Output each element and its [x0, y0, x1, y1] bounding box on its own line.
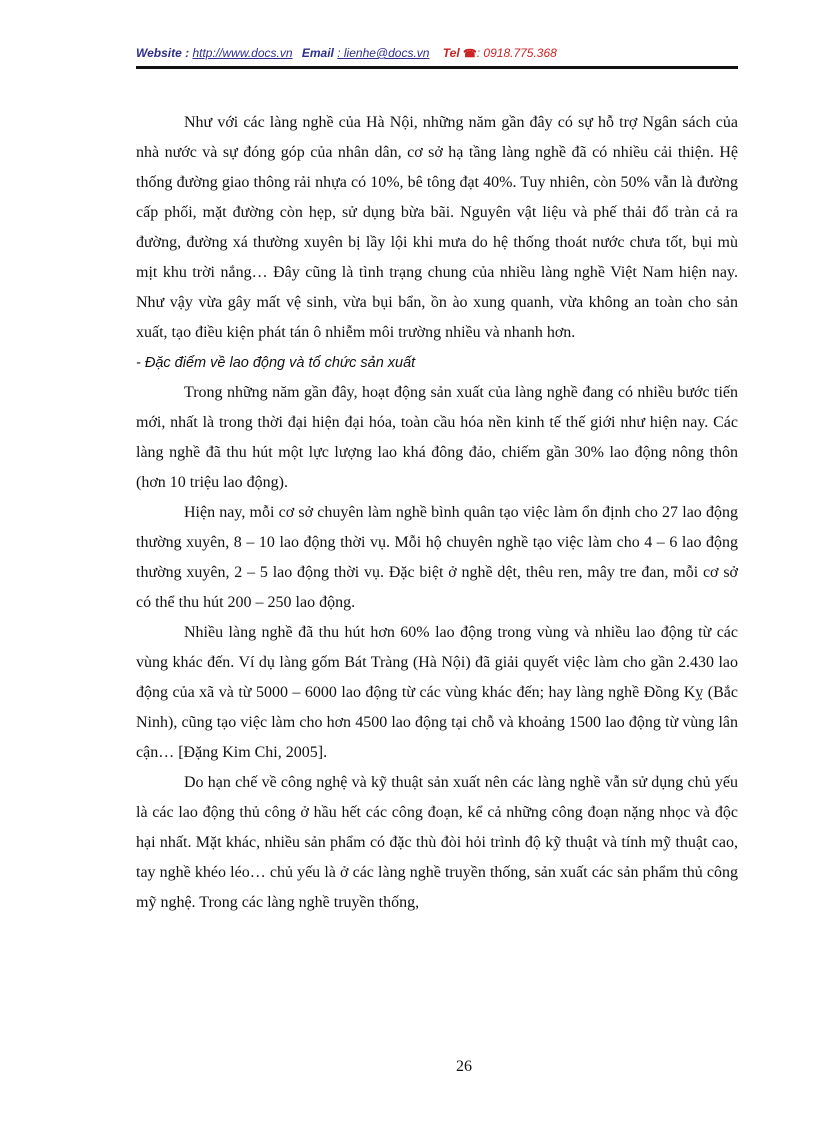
paragraph-3: Hiện nay, mỗi cơ sở chuyên làm nghề bình quân tạo việc làm ổn định cho 27 lao động thường xuyên, 8 – 10 lao động thời vụ. Mỗi hộ chuyên nghề tạo việc làm cho 4 – 6 lao động thường xuyên, 2 – 5 lao động thời vụ. Đặc biệt ở nghề dệt, thêu ren, mây tre đan, mỗi cơ sở có thể thu hút 200 – 250 lao động. — [136, 504, 738, 611]
email-link[interactable]: : lienhe@docs.vn — [337, 46, 430, 60]
header-divider — [136, 66, 738, 69]
paragraph-2: Trong những năm gần đây, hoạt động sản xuất của làng nghề đang có nhiều bước tiến mới, nhất là trong thời đại hiện đại hóa, toàn cầu hóa nền kinh tế thế giới như hiện nay. Các làng nghề đã thu hút một lực lượng lao khá đông đảo, chiếm gần 30% lao động nông thôn (hơn 10 triệu lao động). — [136, 384, 738, 491]
paragraph-5: Do hạn chế về công nghệ và kỹ thuật sản xuất nên các làng nghề vẫn sử dụng chủ yếu là các lao động thủ công ở hầu hết các công đoạn, kể cả những công đoạn nặng nhọc và độc hại nhất. Mặt khác, nhiều sản phẩm có đặc thù đòi hỏi trình độ kỹ thuật và tính mỹ thuật cao, tay nghề khéo léo… chủ yếu là ở các làng nghề truyền thống, sản xuất các sản phẩm thủ công mỹ nghệ. Trong các làng nghề truyền thống, — [136, 774, 738, 911]
tel-value: : 0918.775.368 — [476, 46, 557, 60]
paragraph-1: Như với các làng nghề của Hà Nội, những năm gần đây có sự hỗ trợ Ngân sách của nhà nước và sự đóng góp của nhân dân, cơ sở hạ tầng làng nghề đã có nhiều cải thiện. Hệ thống đường giao thông rải nhựa có 10%, bê tông đạt 40%. Tuy nhiên, còn 50% vẫn là đường cấp phối, mặt đường còn hẹp, sử dụng bừa bãi. Nguyên vật liệu và phế thải đổ tràn cả ra đường, đường xá thường xuyên bị lầy lội khi mưa do hệ thống thoát nước chưa tốt, bụi mù mịt khu trời nắng… Đây cũng là tình trạng chung của nhiều làng nghề Việt Nam hiện nay. Như vậy vừa gây mất vệ sinh, vừa bụi bẩn, ồn ào xung quanh, vừa không an toàn cho sản xuất, tạo điều kiện phát tán ô nhiễm môi trường nhiều và nhanh hơn. — [136, 114, 738, 341]
tel-label: Tel — [442, 46, 460, 60]
body-text — [136, 108, 738, 918]
page-header — [136, 46, 557, 60]
phone-icon: ☎ — [463, 48, 477, 60]
section-heading: - Đặc điểm về lao động và tổ chức sản xuất — [136, 355, 416, 371]
email-label: Email — [301, 46, 334, 60]
paragraph-4: Nhiều làng nghề đã thu hút hơn 60% lao động trong vùng và nhiều lao động từ các vùng khác đến. Ví dụ làng gốm Bát Tràng (Hà Nội) đã giải quyết việc làm cho gần 2.430 lao động của xã và từ 5000 – 6000 lao động từ các vùng khác đến; hay làng nghề Đồng Kỵ (Bắc Ninh), cũng tạo việc làm cho hơn 4500 lao động tại chỗ và khoảng 1500 lao động từ vùng lân cận… [Đặng Kim Chi, 2005]. — [136, 624, 738, 761]
page-number: 26 — [456, 1058, 472, 1075]
website-link[interactable]: http://www.docs.vn — [192, 46, 293, 60]
website-label: Website : — [136, 46, 190, 60]
